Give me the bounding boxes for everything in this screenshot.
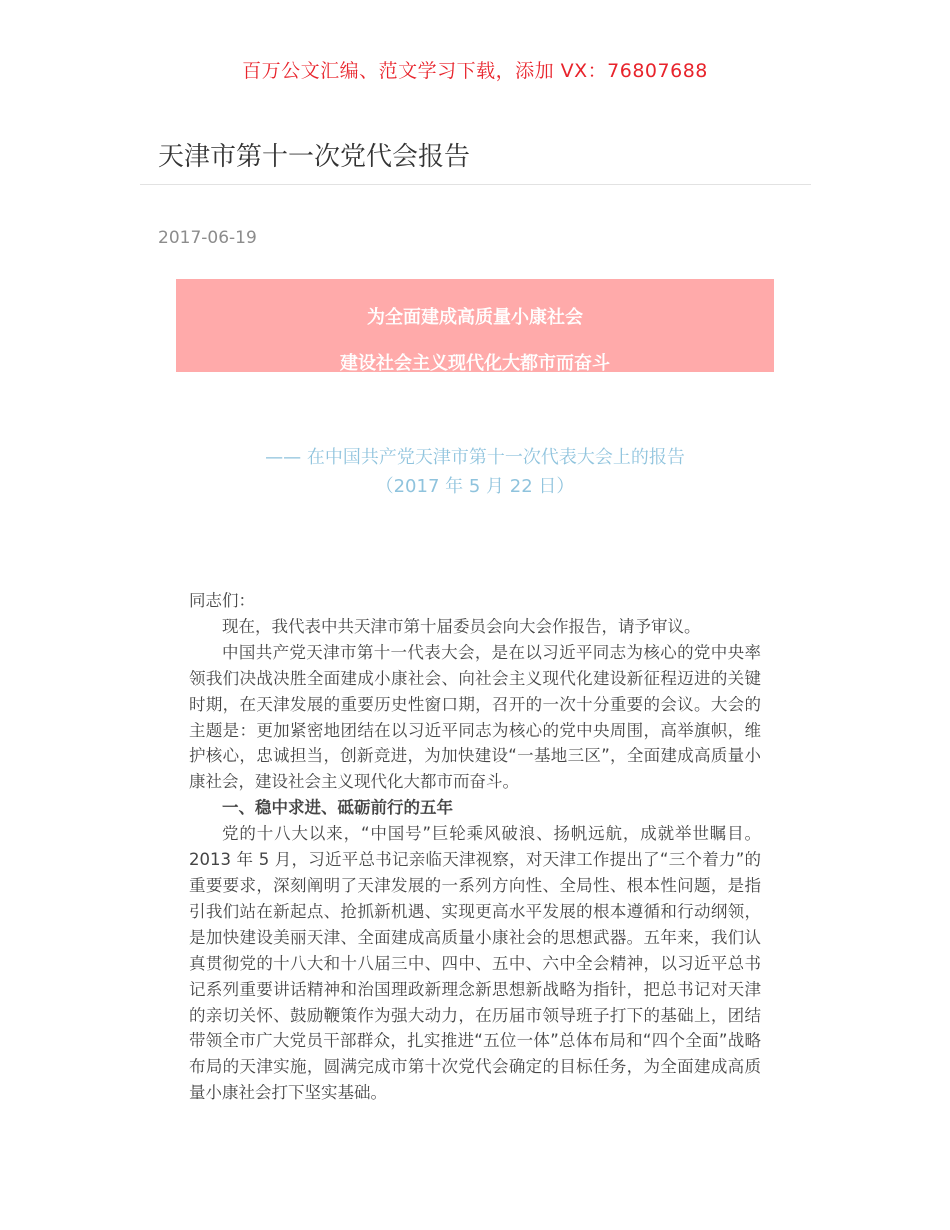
section-heading: 一、稳中求进、砥砺前行的五年 xyxy=(222,798,453,818)
publish-date: 2017-06-19 xyxy=(158,228,257,248)
promo-banner: 百万公文汇编、范文学习下载，添加 VX：76807688 xyxy=(242,60,708,82)
report-date: （2017 年 5 月 22 日） xyxy=(375,476,575,497)
article-body xyxy=(189,588,761,1106)
report-subtitle: —— 在中国共产党天津市第十一次代表大会上的报告 xyxy=(265,447,685,468)
headline-banner xyxy=(176,279,774,372)
paragraph: 现在，我代表中共天津市第十届委员会向大会作报告，请予审议。 xyxy=(222,616,701,636)
paragraph: 党的十八大以来，“中国号”巨轮乘风破浪、扬帆远航，成就举世瞩目。2013 年 5 月，习近平总书记亲临天津视察，对天津工作提出了“三个着力”的重要要求，深刻阐明了天津发展的一系列方向性、全局性、根本性问题，是指引我们站在新起点、抢抓新机遇、实现更高水平发展的根本遵循和行动纲领，是加快建设美丽天津、全面建成高质量小康社会的思想武器。五年来，我们认真贯彻党的十八大和十八届三中、四中、五中、六中全会精神，以习近平总书记系列重要讲话精神和治国理政新理念新思想新战略为指针，把总书记对天津的亲切关怀、鼓励鞭策作为强大动力，在历届市领导班子打下的基础上，团结带领全市广大党员干部群众，扎实推进“五位一体”总体布局和“四个全面”战略布局的天津实施，圆满完成市第十次党代会确定的目标任务，为全面建成高质量小康社会打下坚实基础。 xyxy=(189,824,761,1103)
paragraph: 中国共产党天津市第十一代表大会，是在以习近平同志为核心的党中央率领我们决战决胜全面建成小康社会、向社会主义现代化建设新征程迈进的关键时期，在天津发展的重要历史性窗口期，召开的一次十分重要的会议。大会的主题是：更加紧密地团结在以习近平同志为核心的党中央周围，高举旗帜，维护核心，忠诚担当，创新竞进，为加快建设“一基地三区”，全面建成高质量小康社会，建设社会主义现代化大都市而奋斗。 xyxy=(189,642,761,792)
headline-line-1: 为全面建成高质量小康社会 xyxy=(367,307,583,328)
title-divider xyxy=(140,184,811,185)
page-title: 天津市第十一次党代会报告 xyxy=(158,142,471,172)
salutation: 同志们： xyxy=(189,591,255,610)
headline-line-2: 建设社会主义现代化大都市而奋斗 xyxy=(340,353,610,372)
